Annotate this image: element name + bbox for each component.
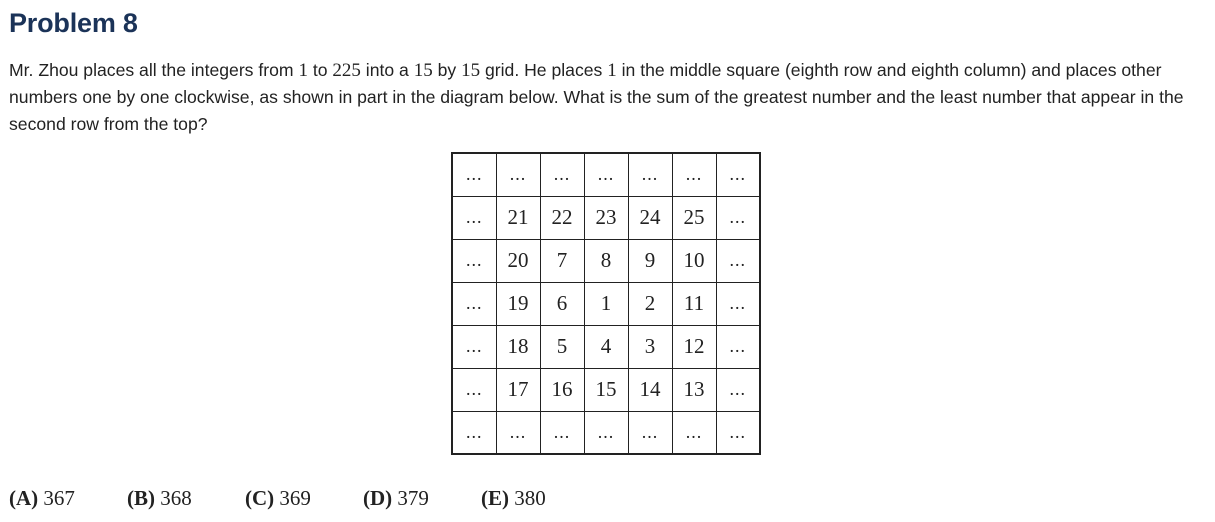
grid-cell-ellipsis: ... <box>540 153 584 196</box>
grid-cell: 18 <box>496 325 540 368</box>
problem-text-3: into a <box>360 60 414 80</box>
math-number: 1 <box>607 60 617 81</box>
grid-row <box>452 325 760 368</box>
grid-cell: 12 <box>672 325 716 368</box>
grid-cell-ellipsis: ... <box>716 239 760 282</box>
grid-cell: 23 <box>584 196 628 239</box>
grid-cell-ellipsis: ... <box>628 153 672 196</box>
choice-value: 380 <box>514 486 546 510</box>
choice-letter: (E) <box>481 486 509 510</box>
math-number: 225 <box>332 60 361 81</box>
grid-cell-ellipsis: ... <box>452 368 496 411</box>
choice-value: 379 <box>397 486 429 510</box>
grid-cell: 15 <box>584 368 628 411</box>
grid-cell: 9 <box>628 239 672 282</box>
problem-text-5: grid. He places <box>480 60 608 80</box>
grid-cell-ellipsis: ... <box>540 411 584 454</box>
grid-cell: 6 <box>540 282 584 325</box>
grid-cell: 2 <box>628 282 672 325</box>
grid-cell-ellipsis: ... <box>452 411 496 454</box>
grid-cell: 10 <box>672 239 716 282</box>
grid-cell: 5 <box>540 325 584 368</box>
grid-cell-ellipsis: ... <box>716 368 760 411</box>
choice-value: 369 <box>279 486 311 510</box>
problem-title: Problem 8 <box>9 8 138 38</box>
grid-row <box>452 153 760 196</box>
choice-c <box>245 486 363 511</box>
choice-d <box>363 486 481 511</box>
grid-cell: 25 <box>672 196 716 239</box>
grid-cell-ellipsis: ... <box>716 196 760 239</box>
grid-cell-ellipsis: ... <box>496 411 540 454</box>
grid-cell-ellipsis: ... <box>584 153 628 196</box>
choice-letter: (D) <box>363 486 393 510</box>
grid-cell-ellipsis: ... <box>716 153 760 196</box>
grid-cell-ellipsis: ... <box>672 153 716 196</box>
choice-value: 368 <box>160 486 192 510</box>
answer-choices <box>9 486 546 511</box>
math-number: 15 <box>413 60 433 81</box>
grid-cell: 16 <box>540 368 584 411</box>
grid-cell: 4 <box>584 325 628 368</box>
grid-cell: 8 <box>584 239 628 282</box>
math-number: 1 <box>298 60 308 81</box>
problem-text-1: Mr. Zhou places all the integers from <box>9 60 299 80</box>
problem-text-2: to <box>307 60 333 80</box>
grid-row <box>452 282 760 325</box>
grid-cell: 13 <box>672 368 716 411</box>
grid-cell: 21 <box>496 196 540 239</box>
grid-cell-ellipsis: ... <box>716 411 760 454</box>
grid-cell-ellipsis: ... <box>452 196 496 239</box>
grid-cell-ellipsis: ... <box>628 411 672 454</box>
choice-letter: (C) <box>245 486 275 510</box>
grid-cell: 7 <box>540 239 584 282</box>
problem-text-6: in the middle square (eighth row and eighth column) and places other numbers one by one clockwise, as shown in part in the diagram below. What is the sum of the greatest number and the least number that appear in the second row from the top? <box>9 60 1184 134</box>
grid-cell-ellipsis: ... <box>716 325 760 368</box>
choice-a <box>9 486 127 511</box>
choice-letter: (B) <box>127 486 155 510</box>
grid-cell: 3 <box>628 325 672 368</box>
grid-cell: 1 <box>584 282 628 325</box>
choice-e <box>481 486 546 511</box>
choice-value: 367 <box>43 486 75 510</box>
spiral-grid <box>451 152 761 455</box>
grid-cell-ellipsis: ... <box>452 239 496 282</box>
grid-cell-ellipsis: ... <box>452 325 496 368</box>
problem-text-4: by <box>432 60 462 80</box>
choice-b <box>127 486 245 511</box>
grid-cell: 20 <box>496 239 540 282</box>
grid-cell-ellipsis: ... <box>452 153 496 196</box>
grid-cell-ellipsis: ... <box>496 153 540 196</box>
grid-cell: 17 <box>496 368 540 411</box>
grid-cell: 14 <box>628 368 672 411</box>
grid-cell-ellipsis: ... <box>584 411 628 454</box>
grid-cell: 11 <box>672 282 716 325</box>
grid-cell-ellipsis: ... <box>672 411 716 454</box>
grid-row <box>452 239 760 282</box>
grid-row <box>452 196 760 239</box>
grid-cell: 19 <box>496 282 540 325</box>
spiral-grid-diagram <box>451 152 761 455</box>
grid-cell: 24 <box>628 196 672 239</box>
grid-cell: 22 <box>540 196 584 239</box>
grid-cell-ellipsis: ... <box>452 282 496 325</box>
grid-row <box>452 368 760 411</box>
choice-letter: (A) <box>9 486 39 510</box>
problem-statement <box>9 57 1209 138</box>
grid-row <box>452 411 760 454</box>
grid-cell-ellipsis: ... <box>716 282 760 325</box>
math-number: 15 <box>461 60 481 81</box>
